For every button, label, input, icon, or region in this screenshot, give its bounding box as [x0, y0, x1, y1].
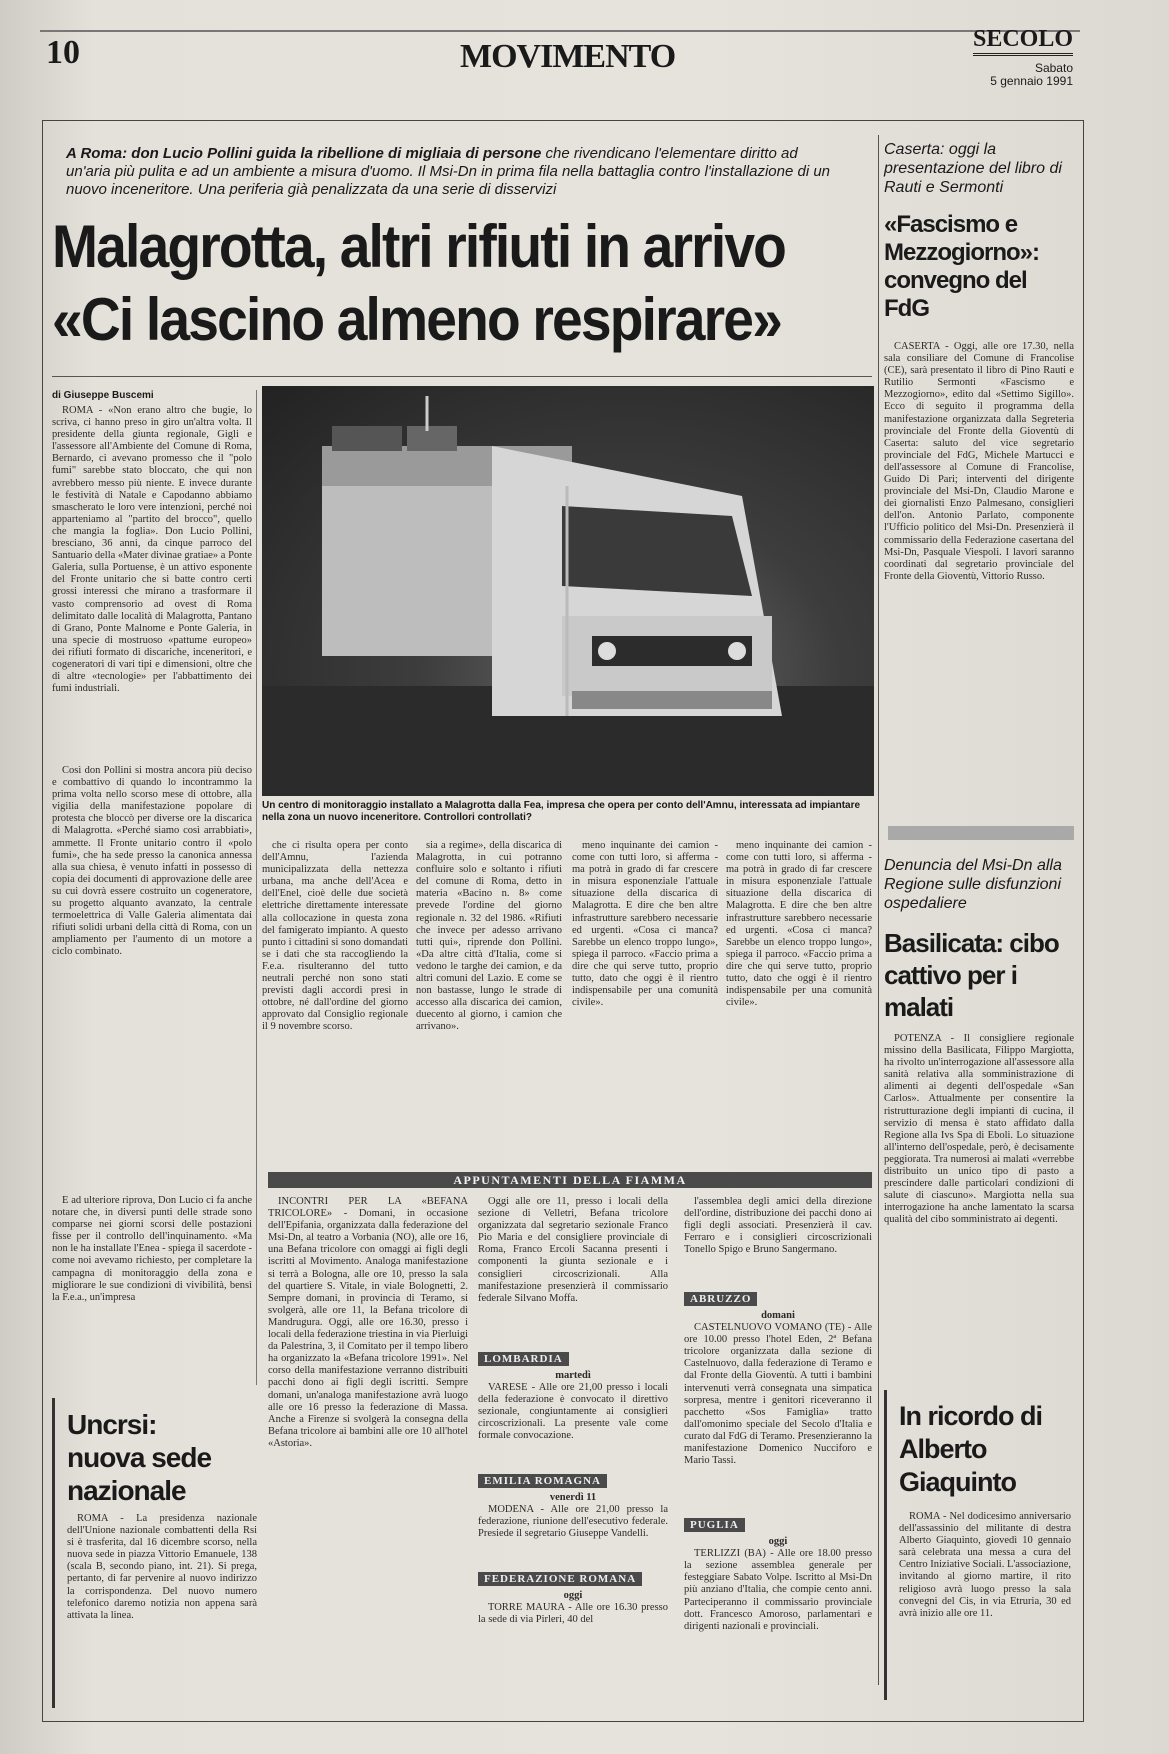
appuntamenti-col3 [684, 1196, 872, 1701]
body-paragraph: E ad ulteriore riprova, Don Lucio ci fa anche notare che, in diversi punti delle strade sono comparse nei giorni scorsi delle postazioni fisse per il controllo dell'inquinamento. «Ma non le ha installate l'Enea - spiega il sacerdote - come noi avevamo richiesto, per completare la campagna di monitoraggio della zona e migliorare le sue condizioni di vivibilità, bensì la F.e.a., un'impresa [52, 1195, 252, 1303]
lombardia-text [478, 1382, 668, 1468]
body-paragraph: CASTELNUOVO VOMANO (TE) - Alle ore 10.00 presso l'hotel Eden, 2ª Befana tricolore organizzata dalla sezione di Castelnuovo, dalla federazione di Teramo e dal Fronte della Gioventù. A tutti i bambini intervenuti verrà consegnata una simpatica sorpresa, mentre i genitori riceveranno il pacchetto «Sos Famiglia» tratto dall'omonimo speciale del Secolo d'Italia e curato dal FdG di Teramo. Presenzieranno la manifestazione Domenico Nucciforo e Mario Tassi. [684, 1322, 872, 1467]
body-paragraph: Oggi alle ore 11, presso i locali della sezione di Velletri, Befana tricolore organizzata dal segretario sezionale Franco Pio Maria e del consigliere provinciale di Roma, Franco Ercoli Sacanna presenti i componenti la giunta sezionale e i consiglieri circoscrizionali. Alla manifestazione presenzierà il commissario federale Silvano Moffa. [478, 1196, 668, 1304]
page-number: 10 [46, 34, 80, 71]
issue-date [990, 62, 1073, 88]
body-paragraph: VARESE - Alle ore 21,00 presso i locali della federazione è convocato il direttivo sezionale, congiuntamente ai consiglieri circoscrizionali. La presente vale come formale convocazione. [478, 1382, 668, 1442]
uncrsi-frame [52, 1398, 263, 1708]
caserta-headline: «Fascismo e Mezzogiorno»: convegno del FdG [884, 211, 1039, 322]
column-divider [878, 135, 879, 1685]
caserta-article [884, 140, 1074, 820]
puglia-when: oggi [768, 1536, 788, 1548]
region-emilia-romagna: EMILIA ROMAGNA [478, 1474, 607, 1488]
body-paragraph: ROMA - Nel dodicesimo anniversario dell'assassinio del militante di destra Alberto Giaquinto, giovedì 10 gennaio sarà celebrata una messa a cura del Centro Iniziative Sociali. L'associazione, invitando al giorno martire, il rito religioso avrà luogo presso la sala convegni del Cis, in via Etruria, 30 ed avrà inizio alle ore 11. [899, 1511, 1071, 1619]
body-paragraph: TERLIZZI (BA) - Alle ore 18.00 presso la sezione assemblea generale per festeggiare Sabato Volpe. Iscritto al Msi-Dn più anziano d'Italia, che compie cento anni. Parteciperanno il commissario provinciale dott. Francesco Amoroso, parlamentari e dirigenti nazionali e provinciali. [684, 1548, 872, 1632]
section-title: MOVIMENTO [460, 38, 676, 75]
basilicata-body [884, 1033, 1074, 1333]
region-puglia: PUGLIA [684, 1518, 745, 1532]
body-paragraph: ROMA - La presidenza nazionale dell'Unione nazionale combattenti della Rsi si è trasferita, dal 16 dicembre scorso, nella nuova sede in piazza Vittorio Emanuele, 138 (scala B, secondo piano, int. 21). Si prega, pertanto, di far pervenire al nuovo indirizzo la corrispondenza. Del nuovo numero telefonico daremo notizia non appena sarà attivata la linea. [67, 1513, 257, 1621]
uncrsi-headline: Uncrsi: nuova sede nazionale [67, 1409, 212, 1506]
article-column-3 [416, 840, 562, 1158]
region-federazione-romana: FEDERAZIONE ROMANA [478, 1572, 642, 1586]
body-paragraph: che ci risulta opera per conto dell'Amnu, l'azienda municipalizzata della nettezza urbana, ma anche dell'Acea e dell'Enel, cioè delle due società elettriche direttamente interessate alla collocazione in questa zona del famigerato impianto. A questo punto i cittadini si sono domandati se i dati che sta raccogliendo la F.e.a. risulteranno del tutto neutrali perché non sono stati previsti dagli accordi presi in ottobre, né dall'ordine del giorno approvato dal Consiglio regionale il 9 novembre scorso. [262, 840, 408, 1033]
abruzzo-when: domani [761, 1310, 795, 1321]
appuntamenti-col3-top [684, 1196, 872, 1286]
body-paragraph: ROMA - «Non erano altro che bugie, lo scriva, ci hanno preso in giro un'altra volta. Il presidente della giunta regionale, Gigli e l'assessore all'Ambiente del Comune di Roma, Bernardo, ci avevano promesso che il "polo fumi" sarebbe stato bloccato, che qui non avrebbero messo più niente. E invece durante le festività di Natale e Capodanno abbiamo smascherato le loro vere intenzioni, perché noi apparteniamo al "partito del brocco", quello che mangia la foglia». Don Lucio Pollini, bresciano, 36 anni, da cinque parroco del Santuario della «Mater divinae gratiae» a Ponte Galeria, sulla Portuense, è un attivo esponente del Fronte unitario che si batte contro certi grossi interessi che mirano a trasformare il vasto comprensorio ad ovest di Roma delimitato dalle località di Malagrotta, Pantano di Grano, Ponte Malnome e Ponte Galeria, in una specie di mostruoso «pattume europeo» dei rifiuti formato di discariche, inceneritori, e cogeneratori di vari tipi e dimensioni, oltre che di altre «tecnologie» per l'abbattimento dei fumi industriali. [52, 405, 252, 695]
body-paragraph: CASERTA - Oggi, alle ore 17.30, nella sala consiliare del Comune di Francolise (CE), sarà presentato il libro di Pino Rauti e Rutilio Sermonti «Fascismo e Mezzogiorno», edito dal «Settimo Sigillo». Ecco di seguito il programma della manifestazione organizzata dalla Segreteria provinciale del Fronte della Gioventù di Caserta: saluto del vice segretario provinciale del FdG, Michele Martucci e dell'assessore al Comune di Francolise, Guido Di Pari; interventi del dirigente provinciale del Msi-Dn, Claudio Marone e dei giornalisti Enzo Palmesano, consiglieri dell'on. Antonio Parlato, componente l'Ufficio politico del Msi-Dn. Presenzierà il commissario della Federazione casertana del Msi-Dn, Pasquale Viespoli. I lavori saranno coordinati dal segretario provinciale del Fronte della Gioventù, Vittorio Russo. [884, 341, 1074, 582]
appuntamenti-col2-top [478, 1196, 668, 1346]
kicker-text: che rivendicano l'elementare diritto ad un'aria più pulita e ad un ambiente a misura d'uomo. Il Msi-Dn in prima fila nella battaglia contro l'installazione di un nuovo inceneritore. Una periferia già penalizzata da una serie di disservizi [66, 145, 831, 198]
giaquinto-article [884, 1390, 1077, 1700]
body-paragraph: POTENZA - Il consigliere regionale missino della Basilicata, Filippo Margiotta, ha rivolto un'interrogazione all'assessore alla sanità relativa alla somministrazione di alimenti ai degenti dell'ospedale «San Carlos». Attualmente per consentire la ristrutturazione degli impianti di cucina, il servizio di mensa è stato affidato dalla Regione alla Ivs Spa di Eboli. Lo situazione all'interno dell'ospedale, però, è decisamente peggiorata. Tra numerosi ai malati «verrebbe distribuito un unico tipo di pasto a prescindere dalle particolari condizioni di salute di ciascuno». Margiotta nella sua interrogazione ha anche lamentato la scarsa qualità del cibo somministrato ai degenti. [884, 1033, 1074, 1226]
lombardia-when: martedì [555, 1370, 591, 1381]
fedromana-text [478, 1602, 668, 1628]
body-paragraph: meno inquinante dei camion - come con tutti loro, si afferma - ma potrà in grado di far crescere in misura esponenziale l'attuale situazione della discarica di Malagrotta. E dire che ben altre infrastrutture sarebbero necessarie ed urgenti. «Cosa ci manca? Sarebbe un elenco troppo lungo», spiega il parroco. «Faccio prima a dire che qui serve tutto, proprio tutto, dato che oggi è il rientro indispensabile per una comunità civile». [726, 840, 872, 1009]
basilicata-headline: Basilicata: cibo cattivo per i malati [884, 928, 1059, 1022]
kicker-bold: A Roma: don Lucio Pollini guida la ribellione di migliaia di persone [66, 145, 542, 162]
body-paragraph: sia a regime», della discarica di Malagrotta, in cui potranno confluire solo e soltanto i rifiuti del comune di Roma, detto in materia «Bacino n. 8» come prevede l'ordine del giorno regionale n. 32 del 1986. «Rifiuti che invece per adesso arrivano tutti qui», riprende don Pollini. «Da altre città d'Italia, come si vedono le targhe dei camion, e da altri comuni del Lazio. E come se non bastasse, lungo le strade di accesso alla discarica dei camion, duecento al giorno, i camion che arrivano». [416, 840, 562, 1033]
body-paragraph: TORRE MAURA - Alle ore 16.30 presso la sede di via Pirleri, 40 del [478, 1602, 668, 1626]
body-text-col1-lower [52, 765, 252, 1195]
monitoring-van-photo [262, 386, 874, 796]
article-column-5 [726, 840, 872, 1158]
fedromana-when: oggi [563, 1590, 583, 1602]
body-paragraph: INCONTRI PER LA «BEFANA TRICOLORE» - Domani, in occasione dell'Epifania, organizzata dalla federazione del Msi-Dn, al teatro a Vorbania (NO), alle ore 16, una Befana tricolore con omaggi ai figli degli iscritti al Movimento. Analoga manifestazione si terrà a Bologna, alle ore 10, presso la sala del quartiere S. Vitale, in viale Bolognetti, 2. Sempre domani, in provincia di Teramo, si svolgerà, alle ore 11, la Befana tricolore di Mandrugura. Oggi, alle ore 16.30, presso i locali della federazione triestina in via Pierluigi da Palestrina, 3, il Comitato per il tempo libero ha organizzato la «Befana tricolore 1991». Nel corso della manifestazione verranno distribuiti pacchi dono ai figli degli iscritti. Sempre domani, un'analoga manifestazione avrà luogo alle ore 16 presso la federazione di Massa. Anche a Firenze si svolgerà la consegna della Befana tricolore ai bambini alle ore 10 all'hotel «Astoria». [268, 1196, 468, 1449]
emilia-when: venerdì 11 [549, 1492, 597, 1504]
header-rule [40, 30, 1080, 32]
giaquinto-body [887, 1505, 1077, 1661]
issue-day: Sabato [1034, 61, 1073, 75]
region-lombardia: LOMBARDIA [478, 1352, 569, 1366]
body-text-col1-end [52, 1195, 252, 1375]
van-illustration [262, 386, 874, 796]
body-text-col1 [52, 405, 252, 765]
article-column-1 [52, 390, 252, 1385]
abruzzo-text [684, 1322, 872, 1512]
basilicata-article [884, 856, 1074, 1376]
masthead: SECOLO [973, 26, 1073, 56]
appuntamenti-col1 [268, 1196, 468, 1701]
photo-caption: Un centro di monitoraggio installato a Malagrotta dalla Fea, impresa che opera per conto dell'Amnu, interessata ad impiantare nella zona un nuovo inceneritore. Controllori controllati? [262, 800, 861, 823]
article-column-4 [572, 840, 718, 1158]
uncrsi-body [55, 1513, 263, 1653]
right-column-separator [888, 826, 1074, 840]
giaquinto-headline: In ricordo di Alberto Giaquinto [899, 1401, 1043, 1497]
main-headline-1: Malagrotta, altri rifiuti in arrivo [52, 213, 786, 280]
body-paragraph: l'assemblea degli amici della direzione dell'ordine, distribuzione dei pacchi dono ai figli degli associati. Presenzierà il cav. Ferraro e i consiglieri circoscrizionali Tonello Spigo e Bruno Sangermano. [684, 1196, 872, 1256]
issue-full-date: 5 gennaio 1991 [990, 74, 1073, 88]
headline-rule [52, 376, 872, 377]
body-paragraph: meno inquinante dei camion - come con tutti loro, si afferma - ma potrà in grado di far crescere in misura esponenziale l'attuale situazione della discarica di Malagrotta. E dire che ben altre infrastrutture sarebbero necessarie ed urgenti. «Cosa ci manca? Sarebbe un elenco troppo lungo», spiega il parroco. «Faccio prima a dire che qui serve tutto, proprio tutto, dato che oggi è il rientro indispensabile per una comunità civile». [572, 840, 718, 1009]
basilicata-kicker: Denuncia del Msi-Dn alla Regione sulle disfunzioni ospedaliere [884, 857, 1062, 912]
region-abruzzo: ABRUZZO [684, 1292, 757, 1306]
appuntamenti-banner: APPUNTAMENTI DELLA FIAMMA [268, 1172, 872, 1188]
article-column-2 [262, 840, 408, 1158]
body-paragraph: Così don Pollini si mostra ancora più deciso e combattivo di quando lo incontrammo la prima volta nello scorso mese di ottobre, alla vigilia della manifestazione popolare di protesta che bloccò per diverse ore la discarica di Malagrotta. «Perché siamo così arrabbiati», ammette. Il Fronte unitario contro il «polo fumi», che ha sede presso la canonica annessa alla sua chiesa, è venuto infatti in possesso di copia dei documenti di approvazione delle aree su cui dovrà essere costruito un cogeneratore, su progetto alquanto avanzato, la centrale termoelettrica di Valle Galeria alimentata dai rifiuti solidi urbani della città di Roma, con un ampliamento per l'aumento di un motore a ciclo combinato. [52, 765, 252, 958]
main-headline-2: «Ci lascino almeno respirare» [52, 286, 782, 353]
emilia-text [478, 1504, 668, 1566]
main-kicker [66, 145, 846, 199]
caserta-kicker: Caserta: oggi la presentazione del libro di Rauti e Sermonti [884, 141, 1062, 196]
body-paragraph: MODENA - Alle ore 21,00 presso la federazione, riunione dell'esecutivo federale. Presiede il segretario Giuseppe Vandelli. [478, 1504, 668, 1540]
col1-divider [256, 390, 257, 1385]
byline: di Giuseppe Buscemi [52, 390, 154, 401]
caserta-body [884, 341, 1074, 781]
appuntamenti-col2 [478, 1196, 668, 1701]
puglia-text [684, 1548, 872, 1635]
